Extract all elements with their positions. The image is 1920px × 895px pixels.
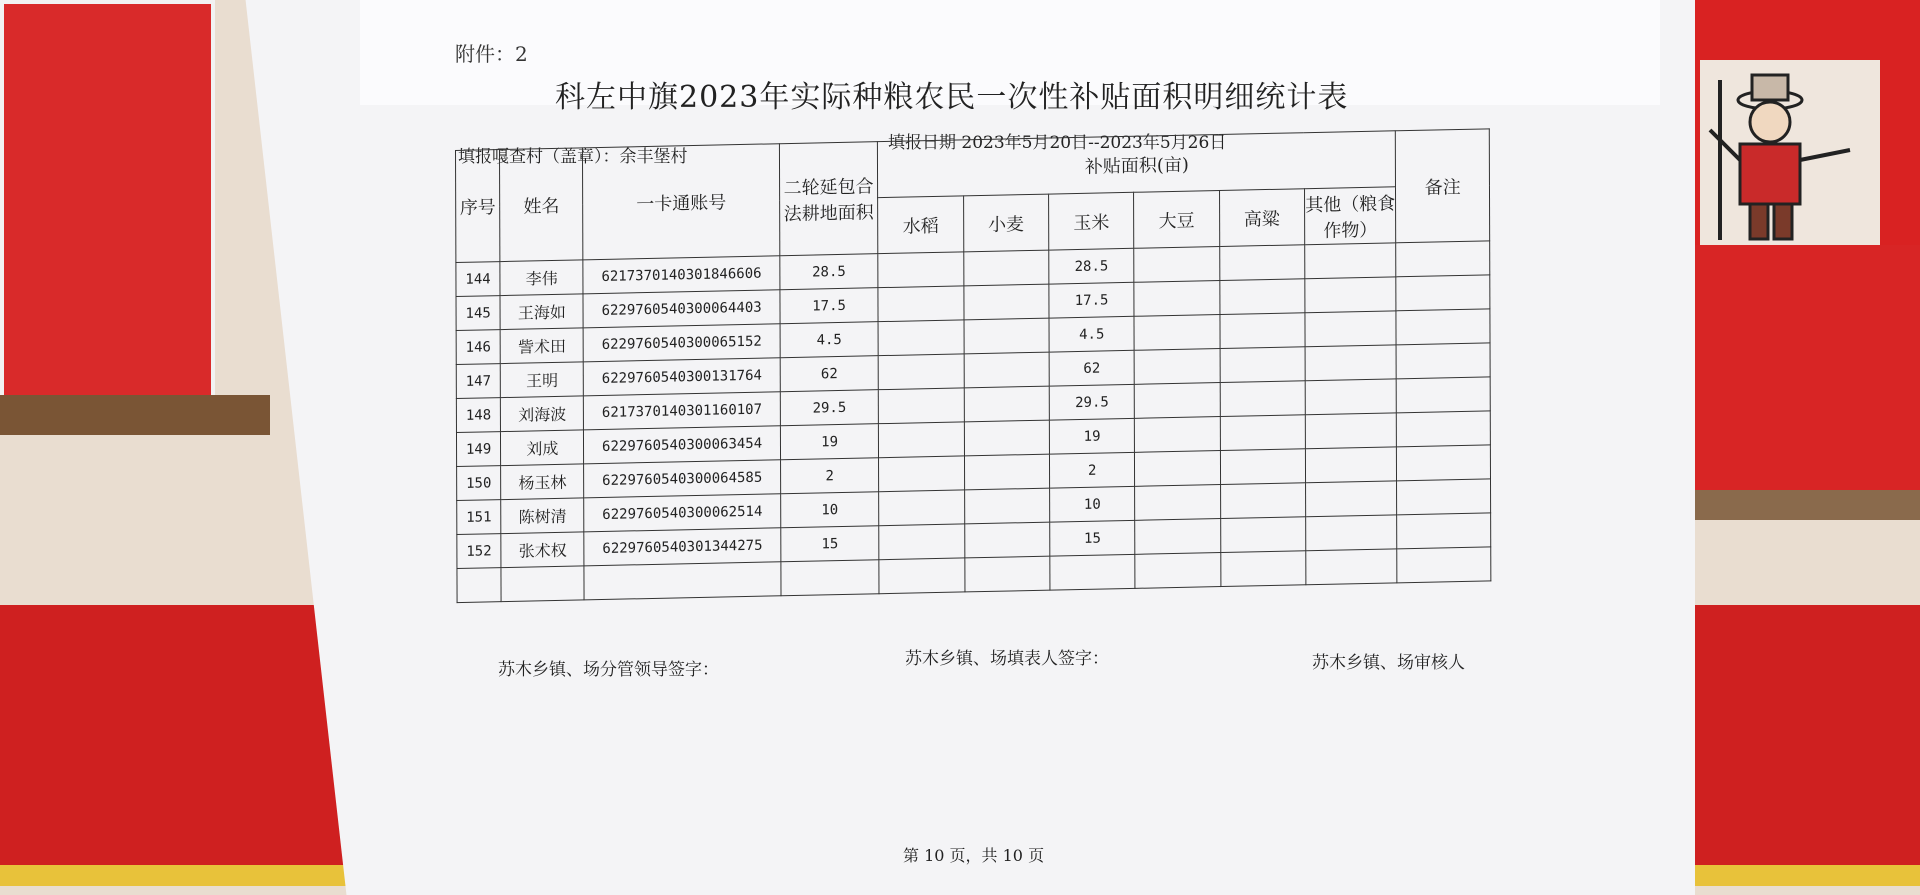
cell-rice (878, 252, 963, 288)
cell-contract-area: 62 (780, 356, 879, 392)
cell-soybean (1135, 553, 1220, 589)
cell-contract-area: 2 (780, 458, 879, 494)
cell-other (1305, 311, 1397, 347)
page-footer: 第 10 页，共 10 页 (903, 846, 1045, 865)
cell-corn: 19 (1049, 418, 1134, 454)
cell-soybean (1135, 451, 1220, 487)
wall-red-panel-right-lower (1690, 245, 1920, 495)
header-contract-area: 二轮延包合法耕地面积 (779, 142, 878, 256)
cell-other (1306, 549, 1398, 585)
cell-wheat (964, 318, 1049, 354)
cell-soybean (1135, 417, 1220, 453)
header-remark: 备注 (1396, 129, 1490, 243)
subsidy-table (455, 128, 1491, 603)
attachment-label: 附件：2 (455, 42, 528, 66)
cell-rice (879, 354, 964, 390)
cell-wheat (964, 454, 1049, 490)
cell-soybean (1135, 383, 1220, 419)
cell-name: 杨玉林 (501, 464, 584, 500)
header-seq: 序号 (456, 150, 501, 263)
cell-account: 6229760540300064585 (584, 460, 780, 498)
cell-name: 王明 (500, 362, 583, 398)
cell-wheat (964, 386, 1049, 422)
cell-seq: 145 (456, 296, 500, 331)
cell-sorghum (1219, 245, 1304, 281)
cell-soybean (1135, 485, 1220, 521)
cell-seq: 148 (456, 398, 500, 433)
cell-remark (1396, 275, 1490, 311)
cell-contract-area: 15 (781, 526, 880, 562)
cell-other (1305, 447, 1397, 483)
cell-sorghum (1220, 381, 1305, 417)
cell-account: 6217370140301846606 (583, 256, 779, 294)
header-crop-wheat: 小麦 (963, 194, 1048, 252)
header-crop-soybean: 大豆 (1134, 191, 1219, 249)
cell-corn: 62 (1049, 350, 1134, 386)
header-name: 姓名 (500, 148, 584, 262)
cell-corn: 28.5 (1049, 248, 1134, 284)
cell-soybean (1135, 519, 1220, 555)
cell-other (1305, 277, 1397, 313)
cell-other (1305, 379, 1397, 415)
cell-account: 6229760540300064403 (583, 290, 779, 328)
cell-wheat (964, 352, 1049, 388)
cell-soybean (1134, 281, 1219, 317)
cell-contract-area: 17.5 (780, 288, 879, 324)
cell-contract-area: 10 (780, 492, 879, 528)
cell-seq (457, 568, 501, 603)
cell-account: 6229760540301344275 (584, 528, 780, 566)
cell-remark (1396, 343, 1490, 379)
cell-wheat (964, 488, 1049, 524)
cell-wheat (965, 556, 1050, 592)
cell-seq: 147 (456, 364, 500, 399)
cell-rice (879, 456, 964, 492)
cell-rice (879, 422, 964, 458)
header-crop-corn: 玉米 (1049, 192, 1134, 250)
cell-contract-area: 19 (780, 424, 879, 460)
cell-corn: 10 (1050, 486, 1135, 522)
fill-date: 填报日期 2023年5月20日--2023年5月26日 (888, 133, 1227, 153)
cell-soybean (1134, 349, 1219, 385)
header-crop-other: 其他（粮食作物） (1304, 187, 1396, 245)
cell-wheat (964, 420, 1049, 456)
cell-sorghum (1220, 313, 1305, 349)
cell-rice (879, 524, 964, 560)
cell-remark (1397, 479, 1491, 515)
cell-rice (879, 388, 964, 424)
cell-seq: 150 (457, 466, 501, 501)
cell-other (1305, 413, 1397, 449)
cell-corn: 15 (1050, 520, 1135, 556)
cell-sorghum (1220, 449, 1305, 485)
cell-rice (878, 320, 963, 356)
cell-sorghum (1220, 347, 1305, 383)
cell-sorghum (1220, 415, 1305, 451)
cell-account: 6229760540300065152 (584, 324, 780, 362)
cell-corn: 2 (1049, 452, 1134, 488)
cell-corn: 29.5 (1049, 384, 1134, 420)
cell-account: 6229760540300062514 (584, 494, 780, 532)
wall-red-panel-left (0, 0, 215, 400)
cell-name (501, 566, 584, 602)
cell-remark (1396, 241, 1490, 277)
cell-remark (1397, 513, 1491, 549)
cell-remark (1397, 445, 1491, 481)
header-account: 一卡通账号 (583, 144, 780, 260)
cell-seq: 144 (456, 262, 500, 297)
cell-rice (878, 286, 963, 322)
fill-village: 填报嘎查村（盖章）：余丰堡村 (458, 147, 688, 167)
cell-wheat (964, 522, 1049, 558)
cell-account: 6217370140301160107 (584, 392, 780, 430)
cell-wheat (964, 284, 1049, 320)
cell-seq: 146 (456, 330, 500, 365)
cell-rice (879, 490, 964, 526)
cell-corn: 4.5 (1049, 316, 1134, 352)
header-subsidy-area: 补贴面积(亩) (878, 131, 1396, 198)
cell-other (1305, 243, 1397, 279)
cell-contract-area: 29.5 (780, 390, 879, 426)
cell-remark (1396, 309, 1490, 345)
cell-other (1305, 345, 1397, 381)
cell-name: 陈树清 (501, 498, 584, 534)
signature-reviewer: 苏木乡镇、场审核人 (1312, 653, 1465, 673)
cell-remark (1397, 547, 1491, 583)
cell-rice (879, 558, 964, 594)
page-title: 科左中旗2023年实际种粮农民一次性补贴面积明细统计表 (555, 80, 1349, 115)
cell-account: 6229760540300063454 (584, 426, 780, 464)
wall-wood-trim-left (0, 395, 270, 435)
cell-name: 王海如 (500, 294, 583, 330)
cell-account: 6229760540300131764 (584, 358, 780, 396)
cell-name: 李伟 (500, 260, 583, 296)
cell-wheat (964, 250, 1049, 286)
cell-contract-area: 28.5 (780, 254, 879, 290)
cell-seq: 149 (456, 432, 500, 467)
cell-account (584, 562, 780, 600)
cell-other (1305, 481, 1397, 517)
cell-remark (1397, 377, 1491, 413)
cell-contract-area (781, 560, 880, 596)
cell-name: 刘海波 (501, 396, 584, 432)
cell-soybean (1134, 315, 1219, 351)
signature-filler: 苏木乡镇、场填表人签字： (905, 649, 1109, 669)
cell-seq: 152 (457, 534, 501, 569)
cell-name: 张术权 (501, 532, 584, 568)
cell-name: 訾术田 (500, 328, 583, 364)
cell-contract-area: 4.5 (780, 322, 879, 358)
cell-sorghum (1220, 551, 1305, 587)
cell-sorghum (1220, 483, 1305, 519)
header-crop-rice: 水稻 (878, 196, 963, 254)
cell-sorghum (1219, 279, 1304, 315)
header-crop-sorghum: 高粱 (1219, 189, 1304, 247)
cell-sorghum (1220, 517, 1305, 553)
cell-name: 刘成 (501, 430, 584, 466)
signature-leader: 苏木乡镇、场分管领导签字： (498, 660, 719, 680)
wall-wood-trim-right (1690, 490, 1920, 520)
scarecrow-illustration (1700, 60, 1880, 245)
cell-corn: 17.5 (1049, 282, 1134, 318)
cell-seq: 151 (457, 500, 501, 535)
cell-corn (1050, 554, 1135, 590)
cell-soybean (1134, 247, 1219, 283)
cell-remark (1397, 411, 1491, 447)
cell-other (1306, 515, 1398, 551)
